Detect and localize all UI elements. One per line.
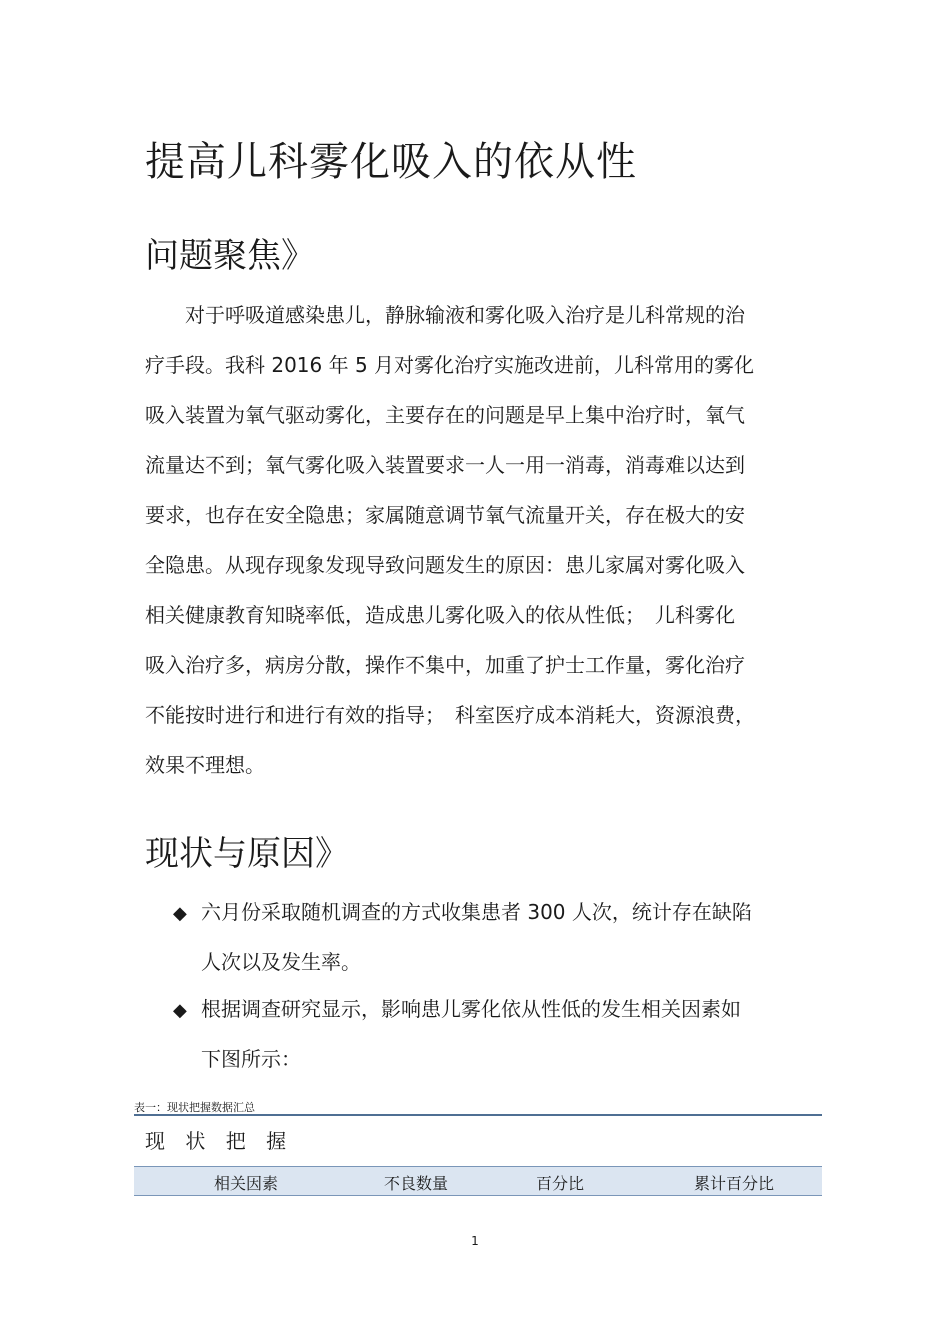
table-heading: 现 状 把 握 <box>145 1129 294 1153</box>
paragraph-line: 要求，也存在安全隐患；家属随意调节氧气流量开关，存在极大的安 <box>145 503 745 527</box>
page-number: 1 <box>471 1234 479 1248</box>
bullet-text-continued: 下图所示： <box>201 1047 301 1071</box>
column-header: 百分比 <box>536 1174 585 1193</box>
section-heading-status: 现状与原因》 <box>145 834 349 874</box>
column-header: 相关因素 <box>214 1174 279 1193</box>
bullet-text: 六月份采取随机调查的方式收集患者 300 人次，统计存在缺陷 <box>201 900 752 924</box>
diamond-bullet-icon: ◆ <box>173 1000 187 1021</box>
document-title: 提高儿科雾化吸入的依从性 <box>145 139 637 185</box>
paragraph-line: 流量达不到；氧气雾化吸入装置要求一人一用一消毒，消毒难以达到 <box>145 453 745 477</box>
table-header-row <box>134 1166 822 1196</box>
bullet-item <box>173 995 741 1025</box>
bullet-text: 根据调查研究显示，影响患儿雾化依从性低的发生相关因素如 <box>201 997 741 1021</box>
paragraph-line: 对于呼吸道感染患儿，静脉输液和雾化吸入治疗是儿科常规的治 <box>145 303 745 327</box>
paragraph-line: 疗手段。我科 2016 年 5 月对雾化治疗实施改进前，儿科常用的雾化 <box>145 353 755 377</box>
bullet-item <box>173 898 752 928</box>
paragraph-line: 全隐患。从现存现象发现导致问题发生的原因：患儿家属对雾化吸入 <box>145 553 745 577</box>
paragraph-line: 吸入装置为氧气驱动雾化，主要存在的问题是早上集中治疗时，氧气 <box>145 403 745 427</box>
column-header: 累计百分比 <box>694 1174 775 1193</box>
table-caption: 表一：现状把握数据汇总 <box>134 1101 255 1114</box>
bullet-text-continued: 人次以及发生率。 <box>201 950 361 974</box>
section-heading-problem: 问题聚焦》 <box>145 236 315 276</box>
paragraph-line: 效果不理想。 <box>145 753 265 777</box>
column-header: 不良数量 <box>384 1174 449 1193</box>
paragraph-line: 相关健康教育知晓率低，造成患儿雾化吸入的依从性低； 儿科雾化 <box>145 603 735 627</box>
diamond-bullet-icon: ◆ <box>173 903 187 924</box>
paragraph-line: 不能按时进行和进行有效的指导； 科室医疗成本消耗大，资源浪费， <box>145 703 755 727</box>
table-top-rule <box>134 1114 822 1116</box>
paragraph-line: 吸入治疗多，病房分散，操作不集中，加重了护士工作量，雾化治疗 <box>145 653 745 677</box>
